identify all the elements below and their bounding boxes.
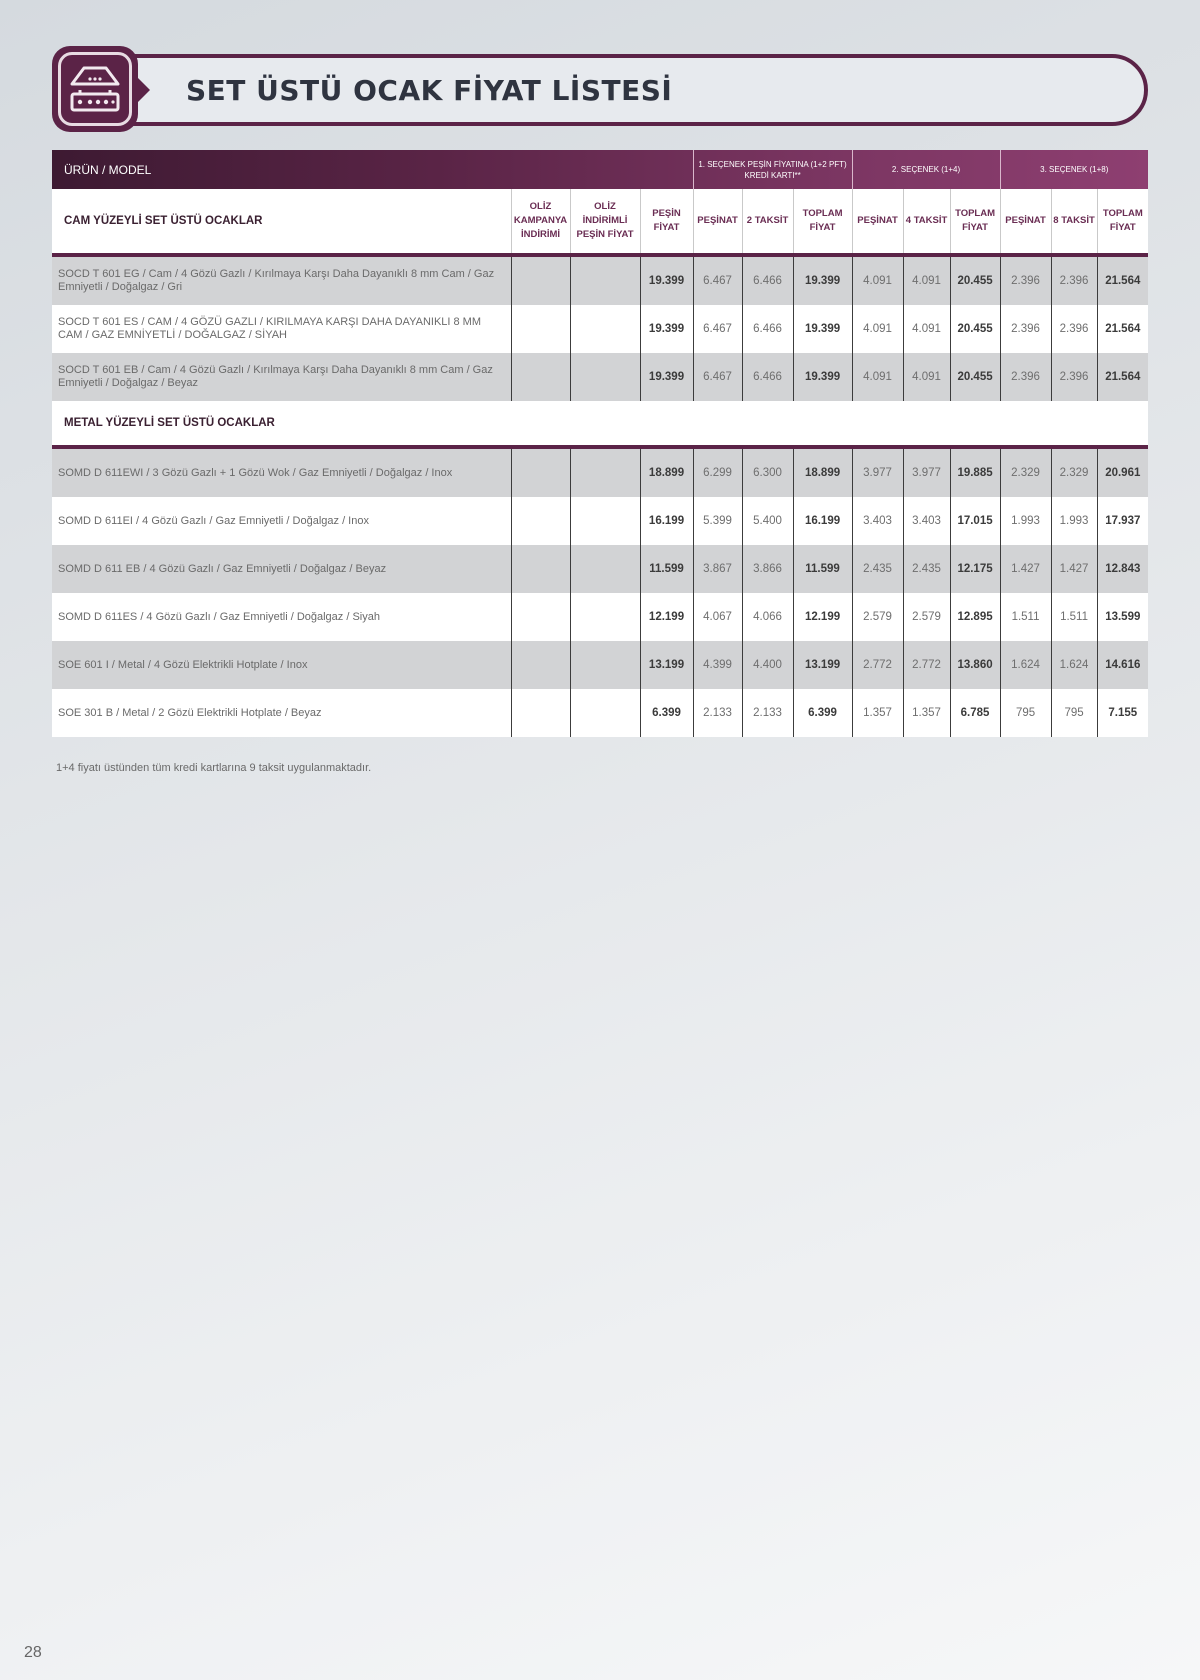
price-cell: 16.199 (640, 497, 693, 545)
section-label-glass: CAM YÜZEYLİ SET ÜSTÜ OCAKLAR (52, 189, 511, 253)
table-row (52, 353, 1148, 401)
price-cell (511, 449, 570, 497)
price-cell: 795 (1051, 689, 1097, 737)
price-cell: 11.599 (640, 545, 693, 593)
price-cell: 19.399 (640, 353, 693, 401)
price-cell: 19.399 (640, 305, 693, 353)
table-row (52, 545, 1148, 593)
col-oliz-kampanya: OLİZ KAMPANYA İNDİRİMİ (511, 189, 570, 253)
price-cell: 7.155 (1097, 689, 1148, 737)
price-cell: 11.599 (793, 545, 852, 593)
price-cell: 6.467 (693, 305, 742, 353)
table-row (52, 449, 1148, 497)
price-cell: 2.396 (1051, 305, 1097, 353)
price-cell: 18.899 (793, 449, 852, 497)
price-cell: 4.091 (852, 305, 903, 353)
price-cell: 1.511 (1000, 593, 1051, 641)
col-o1-taksit: 2 TAKSİT (742, 189, 793, 253)
price-cell: 20.455 (950, 257, 1000, 305)
price-cell: 6.399 (640, 689, 693, 737)
price-cell: 1.624 (1000, 641, 1051, 689)
product-model-header: ÜRÜN / MODEL (64, 162, 152, 177)
price-cell: 12.175 (950, 545, 1000, 593)
price-cell: 19.399 (793, 257, 852, 305)
price-cell: 3.867 (693, 545, 742, 593)
price-cell: 4.400 (742, 641, 793, 689)
price-cell: 4.399 (693, 641, 742, 689)
price-cell: 2.396 (1051, 353, 1097, 401)
footnote: 1+4 fiyatı üstünden tüm kredi kartlarına 9 taksit uygulanmaktadır. (56, 762, 372, 774)
price-cell: 13.860 (950, 641, 1000, 689)
table-top-header (52, 150, 1148, 189)
price-cell: 20.961 (1097, 449, 1148, 497)
price-cell: 4.067 (693, 593, 742, 641)
price-cell: 2.435 (852, 545, 903, 593)
price-cell: 6.300 (742, 449, 793, 497)
page-title: SET ÜSTÜ OCAK FİYAT LİSTESİ (186, 73, 673, 107)
product-description: SOMD D 611 EB / 4 Gözü Gazlı / Gaz Emniyetli / Doğalgaz / Beyaz (52, 545, 511, 593)
price-cell: 2.435 (903, 545, 950, 593)
col-o2-toplam: TOPLAM FİYAT (950, 189, 1000, 253)
col-o2-taksit: 4 TAKSİT (903, 189, 950, 253)
col-o3-taksit: 8 TAKSİT (1051, 189, 1097, 253)
price-cell: 2.329 (1051, 449, 1097, 497)
price-cell: 13.199 (640, 641, 693, 689)
price-cell: 13.599 (1097, 593, 1148, 641)
price-cell: 20.455 (950, 353, 1000, 401)
col-o3-toplam: TOPLAM FİYAT (1097, 189, 1148, 253)
section-label: METAL YÜZEYLİ SET ÜSTÜ OCAKLAR (52, 401, 1148, 445)
price-cell: 19.399 (793, 353, 852, 401)
price-cell (511, 689, 570, 737)
price-cell: 3.866 (742, 545, 793, 593)
price-cell: 3.977 (852, 449, 903, 497)
price-cell: 14.616 (1097, 641, 1148, 689)
table-body (52, 253, 1148, 737)
price-cell: 6.785 (950, 689, 1000, 737)
price-cell: 1.511 (1051, 593, 1097, 641)
price-cell (570, 593, 640, 641)
price-cell (570, 641, 640, 689)
price-cell: 21.564 (1097, 305, 1148, 353)
price-cell: 3.403 (903, 497, 950, 545)
price-cell: 2.396 (1000, 353, 1051, 401)
price-cell: 4.091 (903, 305, 950, 353)
page-number: 28 (24, 1644, 42, 1661)
table-row (52, 689, 1148, 737)
column-header-row (52, 189, 1148, 253)
price-cell: 21.564 (1097, 353, 1148, 401)
price-cell: 21.564 (1097, 257, 1148, 305)
price-cell (511, 497, 570, 545)
price-cell: 12.199 (793, 593, 852, 641)
price-cell: 2.579 (903, 593, 950, 641)
price-cell: 17.937 (1097, 497, 1148, 545)
price-cell: 2.133 (693, 689, 742, 737)
price-cell (570, 689, 640, 737)
price-cell: 6.299 (693, 449, 742, 497)
price-cell: 2.772 (852, 641, 903, 689)
price-cell (570, 353, 640, 401)
section-row (52, 401, 1148, 445)
price-cell (570, 545, 640, 593)
price-cell: 1.427 (1000, 545, 1051, 593)
product-description: SOCD T 601 EG / Cam / 4 Gözü Gazlı / Kırılmaya Karşı Daha Dayanıklı 8 mm Cam / Gaz Emniyetli / Doğalgaz / Gri (52, 257, 511, 305)
price-cell: 4.091 (903, 257, 950, 305)
price-cell (511, 305, 570, 353)
price-cell (511, 593, 570, 641)
price-cell: 2.396 (1051, 257, 1097, 305)
title-bar (92, 54, 1148, 126)
price-cell: 6.466 (742, 257, 793, 305)
col-pesin-fiyat: PEŞİN FİYAT (640, 189, 693, 253)
product-description: SOMD D 611EI / 4 Gözü Gazlı / Gaz Emniyetli / Doğalgaz / Inox (52, 497, 511, 545)
option2-header: 2. SEÇENEK (1+4) (852, 150, 1000, 189)
price-cell: 2.579 (852, 593, 903, 641)
price-cell: 13.199 (793, 641, 852, 689)
price-cell: 20.455 (950, 305, 1000, 353)
price-cell: 4.066 (742, 593, 793, 641)
price-cell: 16.199 (793, 497, 852, 545)
price-cell (511, 641, 570, 689)
price-cell: 6.467 (693, 353, 742, 401)
price-cell: 4.091 (852, 353, 903, 401)
table-row (52, 497, 1148, 545)
table-row (52, 305, 1148, 353)
price-cell: 12.843 (1097, 545, 1148, 593)
col-o1-toplam: TOPLAM FİYAT (793, 189, 852, 253)
price-cell (570, 449, 640, 497)
price-cell: 19.885 (950, 449, 1000, 497)
price-cell: 795 (1000, 689, 1051, 737)
price-cell: 18.899 (640, 449, 693, 497)
price-cell: 12.895 (950, 593, 1000, 641)
price-cell (570, 305, 640, 353)
option1-header: 1. SEÇENEK PEŞİN FİYATINA (1+2 PFT) KREDİ KARTI** (693, 150, 852, 189)
table-row (52, 257, 1148, 305)
price-cell: 1.624 (1051, 641, 1097, 689)
price-cell: 5.399 (693, 497, 742, 545)
price-cell: 12.199 (640, 593, 693, 641)
product-description: SOE 301 B / Metal / 2 Gözü Elektrikli Hotplate / Beyaz (52, 689, 511, 737)
col-o1-pesinat: PEŞİNAT (693, 189, 742, 253)
price-cell: 19.399 (793, 305, 852, 353)
product-description: SOE 601 I / Metal / 4 Gözü Elektrikli Hotplate / Inox (52, 641, 511, 689)
price-cell (511, 545, 570, 593)
product-description: SOCD T 601 ES / CAM / 4 GÖZÜ GAZLI / KIRILMAYA KARŞI DAHA DAYANIKLI 8 MM CAM / GAZ EMNİYETLİ / DOĞALGAZ / SİYAH (52, 305, 511, 353)
price-table (52, 150, 1148, 737)
col-o2-pesinat: PEŞİNAT (852, 189, 903, 253)
price-cell: 2.396 (1000, 257, 1051, 305)
price-cell (511, 353, 570, 401)
product-description: SOCD T 601 EB / Cam / 4 Gözü Gazlı / Kırılmaya Karşı Daha Dayanıklı 8 mm Cam / Gaz Emniyetli / Doğalgaz / Beyaz (52, 353, 511, 401)
price-cell (570, 257, 640, 305)
price-cell: 2.329 (1000, 449, 1051, 497)
stove-icon-svg (66, 60, 124, 118)
price-cell: 19.399 (640, 257, 693, 305)
price-cell: 1.993 (1000, 497, 1051, 545)
price-cell: 17.015 (950, 497, 1000, 545)
price-cell: 3.403 (852, 497, 903, 545)
price-cell: 2.772 (903, 641, 950, 689)
page-header (52, 46, 1148, 134)
price-cell: 1.357 (852, 689, 903, 737)
price-cell (511, 257, 570, 305)
table-row (52, 641, 1148, 689)
col-o3-pesinat: PEŞİNAT (1000, 189, 1051, 253)
price-cell: 3.977 (903, 449, 950, 497)
range-hood-stove-icon (52, 46, 138, 132)
col-oliz-indirimli: OLİZ İNDİRİMLİ PEŞİN FİYAT (570, 189, 640, 253)
price-cell: 1.993 (1051, 497, 1097, 545)
price-cell: 6.466 (742, 305, 793, 353)
price-cell: 5.400 (742, 497, 793, 545)
price-cell: 6.399 (793, 689, 852, 737)
price-cell: 1.427 (1051, 545, 1097, 593)
table-row (52, 593, 1148, 641)
price-cell: 4.091 (903, 353, 950, 401)
price-cell: 2.396 (1000, 305, 1051, 353)
product-description: SOMD D 611ES / 4 Gözü Gazlı / Gaz Emniyetli / Doğalgaz / Siyah (52, 593, 511, 641)
price-cell: 4.091 (852, 257, 903, 305)
product-description: SOMD D 611EWI / 3 Gözü Gazlı + 1 Gözü Wok / Gaz Emniyetli / Doğalgaz / Inox (52, 449, 511, 497)
price-cell (570, 497, 640, 545)
price-cell: 1.357 (903, 689, 950, 737)
option3-header: 3. SEÇENEK (1+8) (1000, 150, 1148, 189)
price-cell: 2.133 (742, 689, 793, 737)
price-cell: 6.466 (742, 353, 793, 401)
price-cell: 6.467 (693, 257, 742, 305)
